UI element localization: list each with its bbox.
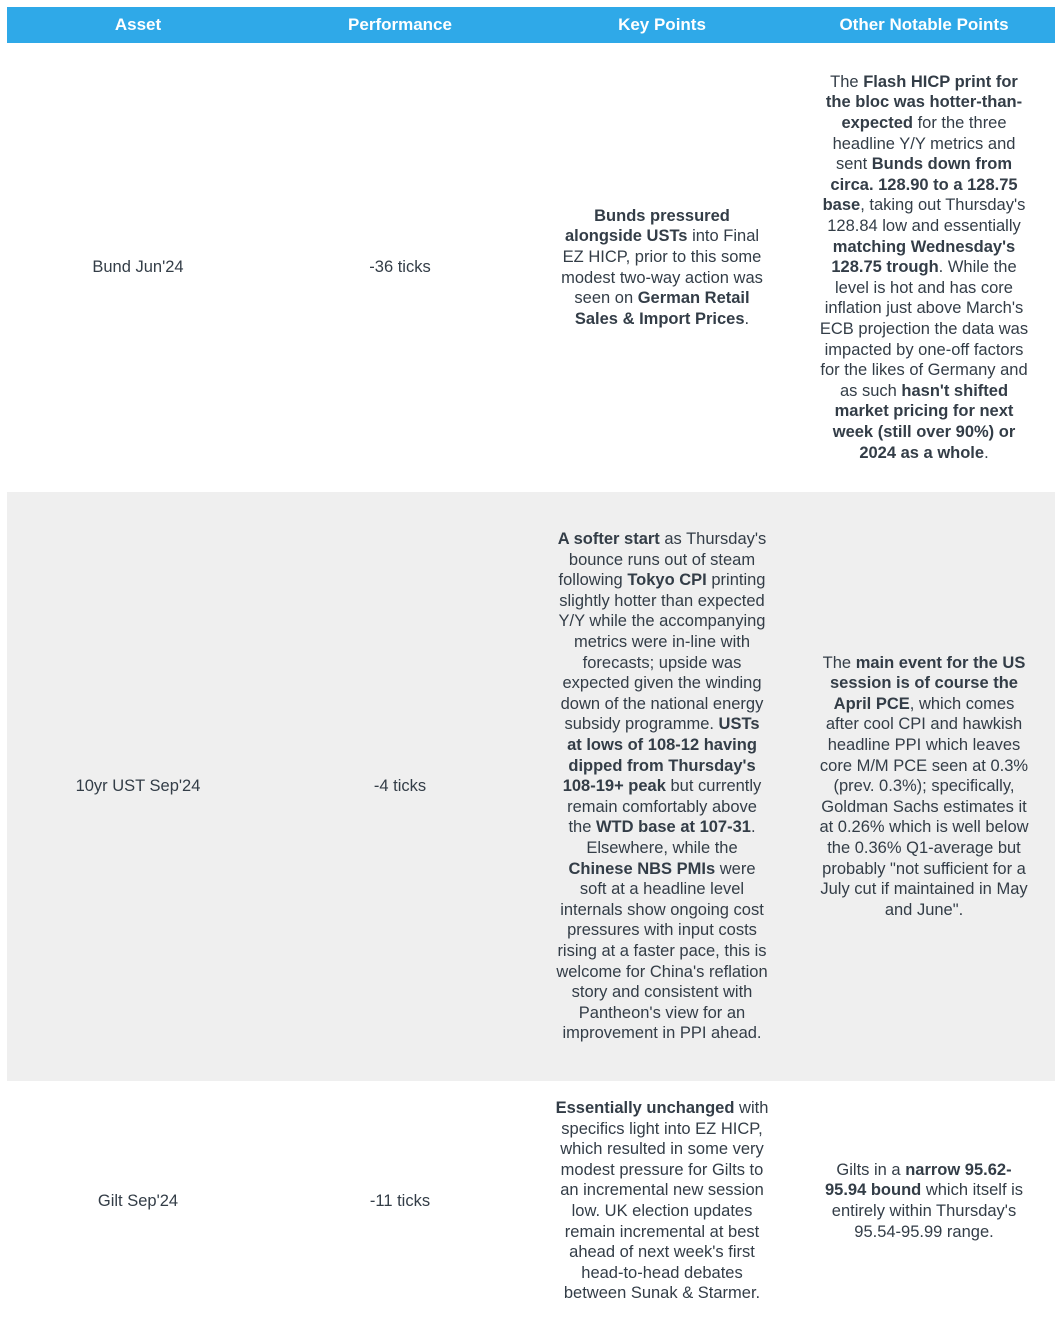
text-run: . xyxy=(984,443,989,462)
key-points-text xyxy=(556,1098,769,1304)
asset-cell: 10yr UST Sep'24 xyxy=(7,492,269,1081)
header-row xyxy=(7,7,1055,43)
other-notable-points-cell xyxy=(793,1081,1055,1321)
bold-text-run: narrow 95.62-95.94 bound xyxy=(824,1160,1012,1200)
header-asset: Asset xyxy=(7,7,269,43)
key-points-cell xyxy=(531,492,793,1081)
text-run: . While the level is hot and has core inflation just above March's ECB projection the data was impacted by one-off factors for the likes of Germany and as such xyxy=(819,258,1029,400)
text-run: The xyxy=(822,653,856,672)
text-run: . Elsewhere, while the xyxy=(586,818,756,857)
bold-text-run: Tokyo CPI xyxy=(627,571,707,590)
bold-text-run: Bunds pressured alongside USTs xyxy=(564,206,730,246)
key-points-cell xyxy=(531,1081,793,1321)
key-points-cell xyxy=(531,43,793,492)
bold-text-run: German Retail Sales & Import Prices xyxy=(574,289,750,328)
table-row xyxy=(7,492,1055,1081)
bold-text-run: Chinese NBS PMIs xyxy=(568,859,716,878)
text-run: Gilts in a xyxy=(836,1160,906,1179)
market-summary-table xyxy=(7,7,1055,1321)
text-run: printing slightly hotter than expected Y/Y while the accompanying metrics were in-line with forecasts; upside was expected given the winding down of the national energy subsidy programme. xyxy=(558,571,766,734)
other-notable-points-text xyxy=(818,72,1031,463)
text-run: for the three headline Y/Y metrics and sent xyxy=(832,114,1016,174)
text-run: were soft at a headline level internals show ongoing cost pressures with input costs rising at a faster pace, this is welcome for China's reflation story and consistent with Pantheon's view for an improvement in PPI ahead. xyxy=(556,859,768,1043)
text-run: , taking out Thursday's 128.84 low and essentially xyxy=(827,196,1026,236)
text-run: but currently remain comfortably above the xyxy=(567,777,762,837)
other-notable-points-cell xyxy=(793,43,1055,492)
asset-cell: Gilt Sep'24 xyxy=(97,1191,179,1210)
header-key-points: Key Points xyxy=(531,7,793,43)
bold-text-run: A softer start xyxy=(557,530,660,549)
performance-cell: -11 ticks xyxy=(369,1191,431,1210)
text-run: . xyxy=(744,309,750,328)
text-run: , which comes after cool CPI and hawkish headline PPI which leaves core M/M PCE seen at 0.3% (prev. 0.3%); specifically, Goldman Sachs estimates it at 0.26% which is well below the 0.36% Q1-average but probably "not sufficient for a July cut if maintained in May and June". xyxy=(819,694,1029,919)
text-run: into Final EZ HICP, prior to this some modest two-way action was seen on xyxy=(561,227,763,308)
header-performance: Performance xyxy=(269,7,531,43)
key-points-text xyxy=(556,206,769,330)
bold-text-run: USTs at lows of 108-12 having dipped from Thursday's 108-19+ peak xyxy=(562,715,760,796)
other-notable-points-text xyxy=(818,653,1031,921)
bold-text-run: main event for the US session is of course the April PCE xyxy=(830,653,1026,713)
performance-cell: -36 ticks xyxy=(369,258,431,277)
key-points-text xyxy=(556,529,769,1044)
bold-text-run: WTD base at 107-31 xyxy=(595,818,751,837)
other-notable-points-text xyxy=(818,1160,1031,1242)
other-notable-points-cell xyxy=(793,492,1055,1081)
table-row xyxy=(7,1081,1055,1321)
text-run: The xyxy=(830,72,864,91)
text-run: as Thursday's bounce runs out of steam following xyxy=(558,530,767,590)
text-run: which itself is entirely within Thursday's 95.54-95.99 range. xyxy=(831,1181,1024,1241)
bold-text-run: Bunds down from circa. 128.90 to a 128.75 base xyxy=(822,155,1018,215)
bold-text-run: matching Wednesday's 128.75 trough xyxy=(831,237,1016,277)
asset-cell: Bund Jun'24 xyxy=(92,258,184,277)
header-other-notable-points: Other Notable Points xyxy=(793,7,1055,43)
bold-text-run: Essentially unchanged xyxy=(555,1099,735,1118)
text-run: with specifics light into EZ HICP, which resulted in some very modest pressure for Gilts to an incremental new session low. UK election updates remain incremental at best ahead of next week's first head-to-head debates between Sunak & Starmer. xyxy=(560,1099,769,1303)
bold-text-run: hasn't shifted market pricing for next week (still over 90%) or 2024 as a whole xyxy=(832,381,1016,462)
table-row xyxy=(7,43,1055,492)
performance-cell: -4 ticks xyxy=(269,492,531,1081)
bold-text-run: Flash HICP print for the bloc was hotter-than-expected xyxy=(825,72,1023,133)
